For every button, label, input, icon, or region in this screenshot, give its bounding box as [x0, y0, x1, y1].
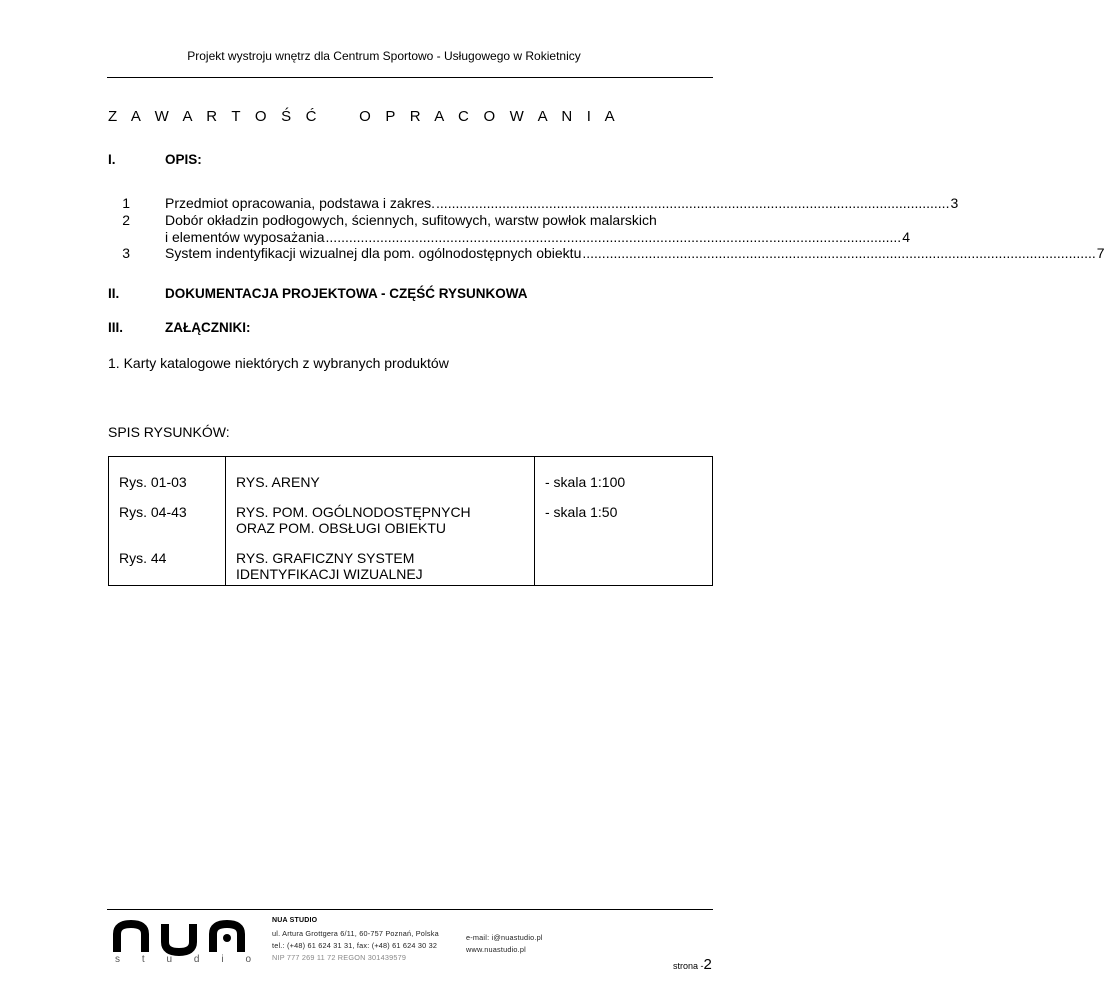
toc-number: 2: [122, 212, 130, 228]
drawing-name: RYS. ARENY: [226, 457, 535, 491]
footer-rule: [107, 909, 713, 910]
company-phone: tel.: (+48) 61 624 31 31, fax: (+48) 61 624 30 32: [272, 941, 438, 950]
drawing-scale: - skala 1:50: [535, 490, 713, 536]
drawing-name: RYS. GRAFICZNY SYSTEM IDENTYFIKACJI WIZUALNEJ: [226, 536, 535, 586]
page-num: 2: [703, 956, 712, 973]
section-number: II.: [108, 286, 120, 301]
drawing-number: Rys. 44: [109, 536, 226, 586]
table-row: [109, 490, 713, 536]
header-rule: [107, 77, 713, 78]
page-label: strona -: [673, 961, 704, 971]
toc-page: 4: [902, 229, 910, 245]
drawing-scale: - skala 1:100: [535, 457, 713, 491]
toc-leader: ....................................................................................................................................: [436, 195, 950, 211]
nua-logo: [113, 918, 253, 968]
section-number: I.: [108, 152, 116, 167]
company-www: www.nuastudio.pl: [466, 945, 526, 954]
table-row: [109, 457, 713, 491]
toc-entry: [165, 245, 1105, 261]
drawing-number: Rys. 04-43: [109, 490, 226, 536]
toc-page: 3: [950, 195, 959, 211]
page-number: [673, 956, 712, 973]
drawings-table: [108, 456, 713, 586]
toc-number: 1: [122, 195, 130, 211]
company-address: ul. Artura Grottgera 6/11, 60-757 Poznań, Polska: [272, 929, 439, 938]
logo-subtitle: s t u d i o: [115, 954, 251, 965]
toc-leader: ....................................................................................................................................................: [325, 229, 902, 245]
section-title: OPIS:: [165, 152, 202, 167]
toc-page: 7: [1096, 245, 1105, 261]
section-title: DOKUMENTACJA PROJEKTOWA - CZĘŚĆ RYSUNKOWA: [165, 286, 528, 301]
document-title: Z A W A R T O Ś Ć O P R A C O W A N I A: [108, 108, 620, 125]
company-email: e-mail: i@nuastudio.pl: [466, 933, 543, 942]
drawing-scale: [535, 536, 713, 586]
attachment-item: 1. Karty katalogowe niektórych z wybranych produktów: [108, 355, 449, 371]
spis-title: SPIS RYSUNKÓW:: [108, 424, 230, 440]
company-ids: NIP 777 269 11 72 REGON 301439579: [272, 953, 407, 962]
toc-text: Dobór okładzin podłogowych, ściennych, sufitowych, warstw powłok malarskich: [165, 212, 657, 228]
section-number: III.: [108, 320, 124, 335]
toc-text: Przedmiot opracowania, podstawa i zakres.: [165, 195, 436, 211]
table-row: [109, 536, 713, 586]
drawing-number: Rys. 01-03: [109, 457, 226, 491]
toc-text-continued: i elementów wyposażania: [165, 229, 325, 245]
page-header: Projekt wystroju wnętrz dla Centrum Sportowo - Usługowego w Rokietnicy: [187, 49, 581, 63]
toc-number: 3: [122, 245, 130, 261]
toc-entry: [165, 229, 910, 245]
drawing-name: RYS. POM. OGÓLNODOSTĘPNYCH ORAZ POM. OBSŁUGI OBIEKTU: [226, 490, 535, 536]
toc-leader: ....................................................................................................................................: [582, 245, 1096, 261]
toc-entry: [165, 195, 959, 211]
section-title: ZAŁĄCZNIKI:: [165, 320, 251, 335]
company-name: NUA STUDIO: [272, 917, 318, 924]
toc-text: System indentyfikacji wizualnej dla pom. ogólnodostępnych obiektu: [165, 245, 582, 261]
